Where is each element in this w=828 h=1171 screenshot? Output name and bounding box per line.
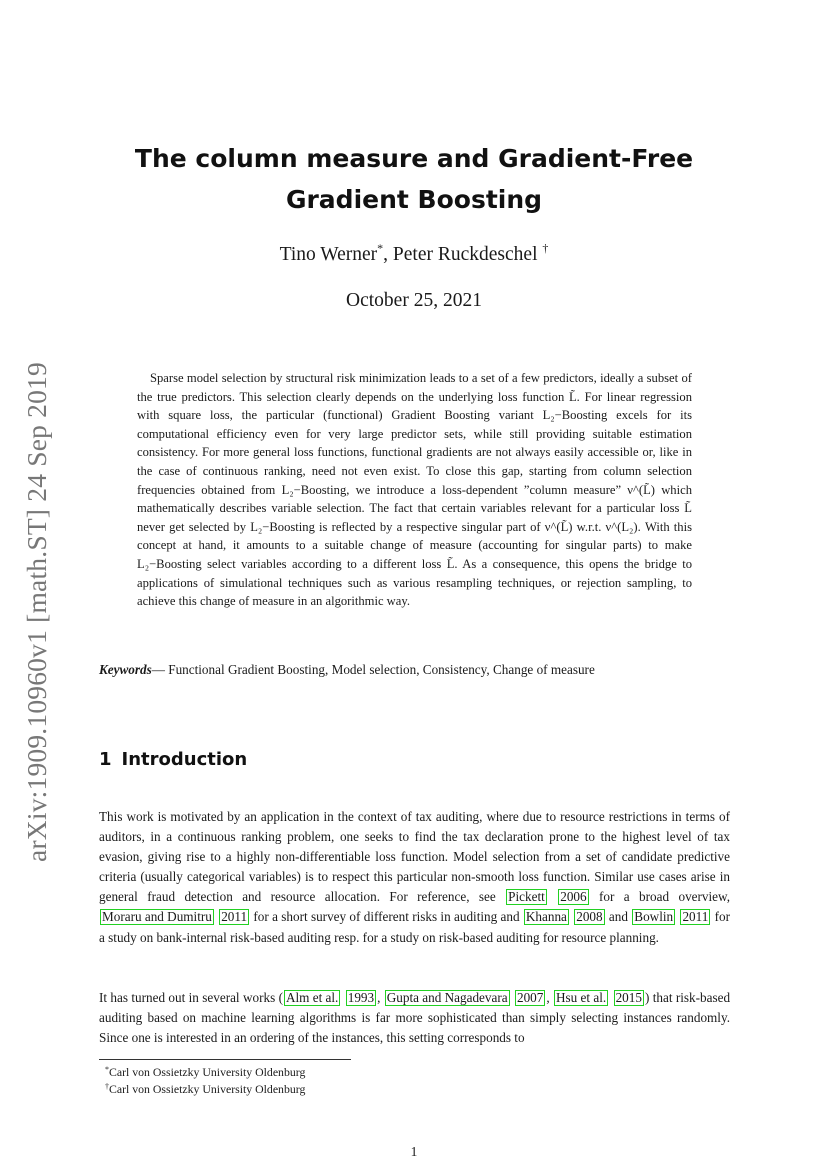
paragraph-text: This work is motivated by an application in the context of tax auditing, where due to resource restrictions in terms of auditors, in a continuous ranking problem, one seeks to find the tax declaration prone to the highest level of tax evasion, giving rise to a highly non-differentiable loss function. Model selection from a set of candidate predictive criteria (usually categorical variables) is to respect this particular non-smooth loss function. Similar use cases arise in general fraud detection and resource allocation. For reference, see: [99, 809, 730, 905]
footnote-1-mark: *: [105, 1065, 109, 1074]
citation-link-gupta-nagadevara-year[interactable]: 2007: [516, 990, 544, 1005]
paragraph-text: [609, 990, 612, 1005]
paragraph-text: for a broad overview,: [589, 889, 731, 905]
page-number: 1: [410, 1144, 418, 1159]
footnote-1-text: Carl von Ossietzky University Oldenburg: [109, 1065, 306, 1079]
abstract-text: Sparse model selection by structural risk minimization leads to a set of a few predictors, ideally a subset of the true predictors. This selection clearly depends on the underlying loss function L̃. For linear regression with square loss, the particular (functional) Gradient Boosting variant L₂−Boosting excels for its computational efficiency even for very large predictor sets, while still providing suitable estimation consistency. For more general loss functions, functional gradients are not always easily accessible or, like in the case of continuous ranking, need not even exist. To close this gap, starting from column selection frequencies obtained from L₂−Boosting, we introduce a loss-dependent ”column measure” ν^(L̃) which mathematically describes variable selection. The fact that certain variables relevant for a particular loss L̃ never get selected by L₂−Boosting is reflected by a respective singular part of ν^(L̃) w.r.t. ν^(L₂). With this concept at hand, it amounts to a suitable change of measure (accounting for singular parts) to make L₂−Boosting select variables according to a different loss L̃. As a consequence, this opens the bridge to applications of simulational techniques such as various resampling techniques, or rejection sampling, to achieve this change of measure in an algorithmic way.: [137, 371, 692, 609]
footnote-1: [99, 1064, 499, 1081]
paragraph-text: It has turned out in several works (: [99, 990, 283, 1005]
keywords-line: [99, 661, 729, 679]
intro-paragraph-2: [99, 988, 730, 1048]
section-title: Introduction: [121, 749, 248, 770]
author-werner-footnote-mark[interactable]: *: [377, 241, 384, 255]
paragraph-text: [215, 909, 218, 924]
citation-link-pickett-year[interactable]: 2006: [560, 889, 587, 905]
paragraph-text: [341, 990, 344, 1005]
citation-link-pickett[interactable]: Pickett: [508, 889, 545, 905]
paragraph-text: ) that risk-based auditing based on machine learning algorithms is far more sophisticated than simply selecting instances randomly. Since one is interested in an ordering of the instances, this setting corresponds to: [99, 990, 731, 1046]
citation-link-hsu-year[interactable]: 2015: [615, 990, 642, 1005]
paragraph-text: ,: [377, 990, 384, 1005]
section-heading-introduction: [99, 747, 247, 773]
keywords-dash: —: [151, 662, 169, 677]
citation-link-bowlin-year[interactable]: 2011: [682, 909, 709, 925]
author-ruckdeschel: Peter Ruckdeschel: [392, 244, 538, 265]
paragraph-text: [570, 909, 573, 924]
footnote-divider: [99, 1059, 351, 1060]
section-number: 1: [99, 749, 112, 770]
footnote-2: [99, 1081, 499, 1098]
citation-link-hsu[interactable]: Hsu et al.: [556, 990, 607, 1005]
author-separator: ,: [383, 244, 393, 265]
citation-link-khanna-year[interactable]: 2008: [576, 909, 603, 925]
paragraph-text: ,: [546, 990, 554, 1005]
paragraph-text: for a study on bank-internal risk-based auditing resp. for a study on risk-based auditing for resource planning.: [99, 909, 731, 945]
citation-link-moraru-dumitru[interactable]: Moraru and Dumitru: [102, 909, 212, 925]
paper-date: October 25, 2021: [346, 290, 482, 311]
author-ruckdeschel-footnote-mark[interactable]: †: [542, 241, 549, 255]
footnote-2-text: Carl von Ossietzky University Oldenburg: [109, 1081, 306, 1096]
citation-link-gupta-nagadevara[interactable]: Gupta and Nagadevara: [386, 990, 508, 1005]
citation-link-alm[interactable]: Alm et al.: [285, 990, 339, 1005]
title-line-2: Gradient Boosting: [285, 185, 543, 214]
paragraph-text: for a short survey of different risks in auditing and: [250, 909, 523, 925]
title-line-1: The column measure and Gradient-Free: [134, 144, 694, 173]
author-line: [99, 242, 729, 268]
paragraph-text: and: [605, 909, 632, 925]
citation-link-bowlin[interactable]: Bowlin: [634, 909, 674, 925]
keywords-list: Functional Gradient Boosting, Model selection, Consistency, Change of measure: [168, 662, 595, 677]
paragraph-text: [511, 990, 514, 1005]
abstract: [137, 369, 692, 611]
citation-link-alm-year[interactable]: 1993: [347, 990, 375, 1005]
footnote-2-mark: †: [105, 1081, 109, 1091]
paragraph-text: [548, 889, 557, 904]
intro-paragraph-1: [99, 807, 730, 948]
paragraph-text: [676, 909, 679, 924]
paper-title: [99, 138, 729, 220]
footnotes: [99, 1064, 499, 1097]
citation-link-moraru-dumitru-year[interactable]: 2011: [221, 909, 248, 925]
keywords-label: Keywords: [99, 662, 152, 677]
arxiv-identifier-stamp: arXiv:1909.10960v1 [math.ST] 24 Sep 2019: [21, 362, 52, 862]
citation-link-khanna[interactable]: Khanna: [525, 909, 567, 925]
author-werner: Tino Werner: [279, 244, 378, 265]
